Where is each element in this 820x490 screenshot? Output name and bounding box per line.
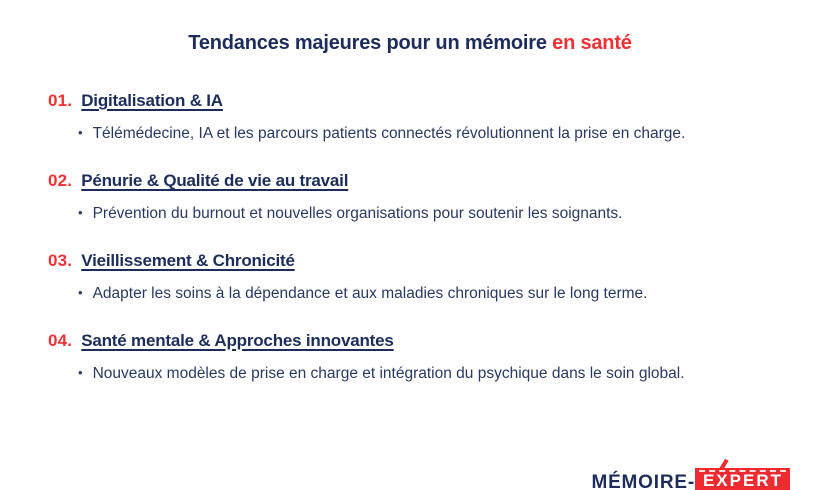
trend-bullet-row [48, 365, 780, 383]
trend-heading: Santé mentale & Approches innovantes [81, 331, 394, 350]
bullet-dot-icon: • [78, 365, 83, 380]
trend-heading: Vieillissement & Chronicité [81, 251, 295, 270]
logo-x-stroke-top [719, 459, 728, 470]
trend-bullet-text: Nouveaux modèles de prise en charge et intégration du psychique dans le soin global. [92, 365, 685, 382]
trend-item-heading-row [48, 171, 780, 191]
slide-canvas [0, 32, 820, 490]
memoire-expert-logo [591, 468, 790, 490]
bullet-dot-icon: • [78, 125, 83, 140]
trend-heading: Pénurie & Qualité de vie au travail [81, 171, 349, 190]
trend-bullet-row [48, 125, 780, 143]
trend-number: 01. [48, 91, 73, 110]
trend-list [0, 91, 820, 383]
trend-bullet-row [48, 205, 780, 223]
trend-item-4 [48, 331, 780, 383]
page-title [0, 32, 820, 55]
trend-number: 03. [48, 251, 73, 270]
trend-item-1 [48, 91, 780, 143]
trend-item-heading-row [48, 331, 780, 351]
trend-heading: Digitalisation & IA [81, 91, 223, 110]
page-title-accent: en santé [552, 32, 632, 54]
logo-brand-right: EXPERT [702, 471, 783, 490]
trend-bullet-text: Télémédecine, IA et les parcours patients connectés révolutionnent la prise en charge. [92, 125, 686, 142]
trend-number: 04. [48, 331, 73, 350]
trend-item-2 [48, 171, 780, 223]
trend-item-3 [48, 251, 780, 303]
bullet-dot-icon: • [78, 285, 83, 300]
page-title-main: Tendances majeures pour un mémoire [188, 32, 553, 54]
logo-brand-right-box [695, 468, 790, 490]
logo-dashed-line [699, 470, 786, 472]
trend-number: 02. [48, 171, 73, 190]
trend-bullet-text: Adapter les soins à la dépendance et aux maladies chroniques sur le long terme. [92, 285, 648, 302]
trend-item-heading-row [48, 251, 780, 271]
bullet-dot-icon: • [78, 205, 83, 220]
trend-bullet-row [48, 285, 780, 303]
logo-brand-left: MÉMOIRE- [591, 471, 695, 490]
trend-item-heading-row [48, 91, 780, 111]
trend-bullet-text: Prévention du burnout et nouvelles organisations pour soutenir les soignants. [92, 205, 623, 222]
